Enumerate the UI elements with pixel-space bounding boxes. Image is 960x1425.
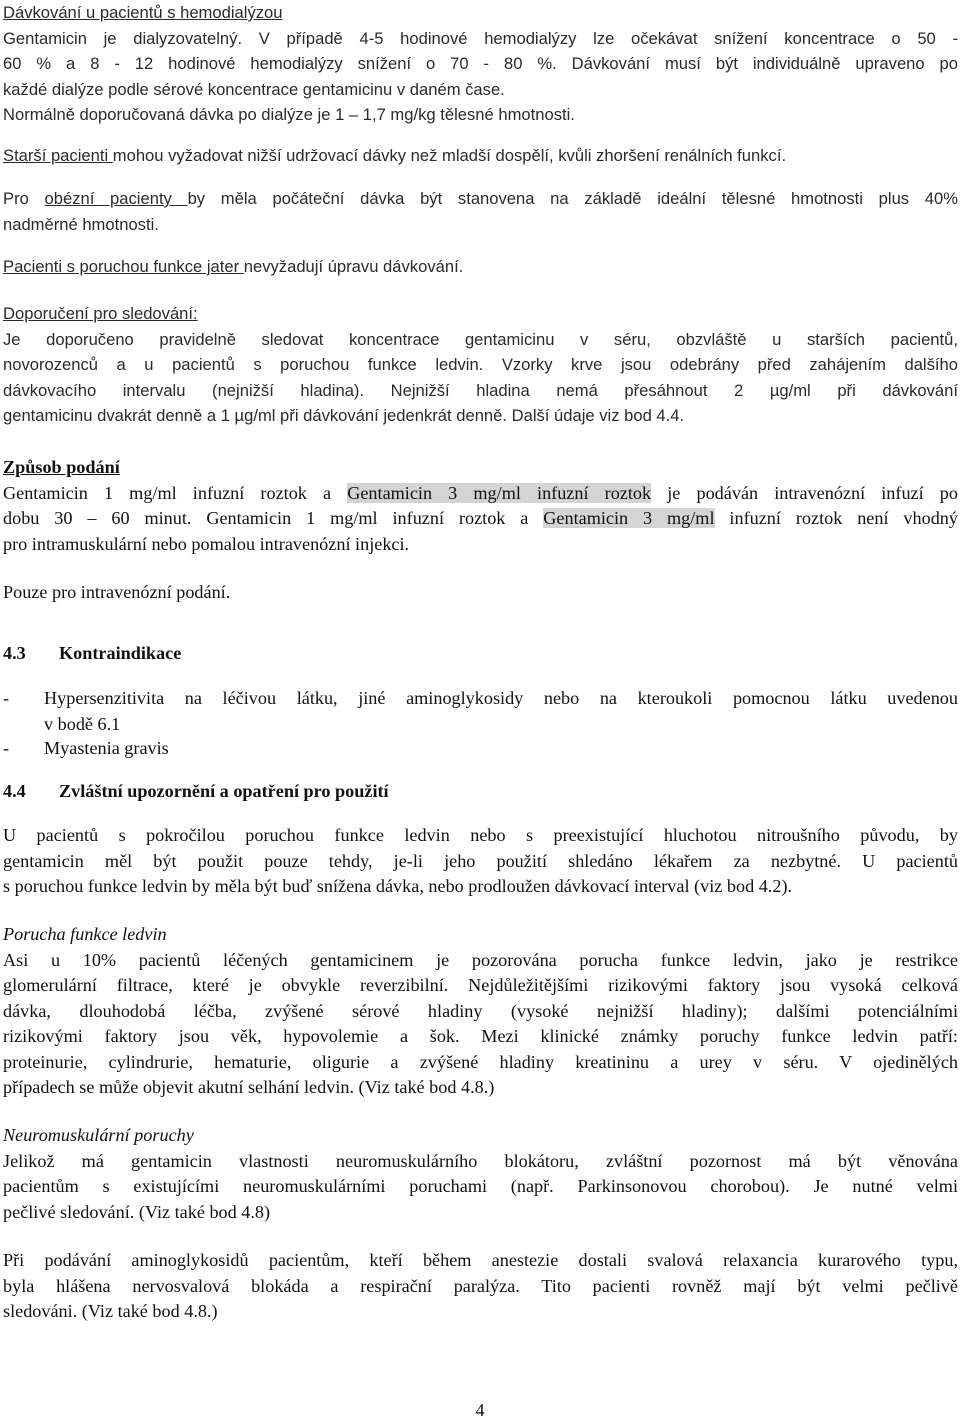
renal-line: rizikovými faktory jsou věk, hypovolemie a šok. Mezi klinické známky poruchy funkce ledvin patří: (3, 1026, 958, 1046)
contraindication-text: v bodě 6.1 (44, 713, 121, 734)
neuromuscular-block (3, 1123, 958, 1225)
page-number: 4 (475, 1400, 485, 1420)
renal-line: proteinurie, cylindrurie, hematurie, oligurie a zvýšené hladiny kreatininu a urey v séru. V ojedinělých (3, 1051, 958, 1072)
neuromuscular-line: Jelikož má gentamicin vlastnosti neuromuskulárního blokátoru, zvláštní pozornost má být věnována (3, 1150, 958, 1171)
contraindication-item (3, 736, 958, 762)
elderly-text: mohou vyžadovat nižší udržovací dávky než mladší dospělí, kvůli zhoršení renálních funkcí. (112, 146, 787, 165)
obese-pre: Pro (3, 189, 45, 208)
neuromuscular-line: pacientům s existujícími neuromuskulárními poruchami (např. Parkinsonovou chorobou). Je nutné velmi (3, 1176, 958, 1196)
administration-heading: Způsob podání (3, 457, 120, 477)
monitoring-line: dávkovacího intervalu (nejnižší hladina). Nejnižší hladina nemá přesáhnout 2 µg/ml při dávkování (3, 380, 958, 400)
elderly-paragraph (3, 143, 958, 169)
list-dash: - (3, 688, 10, 708)
dialysis-line: každé dialýze podle sérové koncentrace gentamicinu v daném čase. (3, 79, 505, 99)
anesthesia-line: Při podávání aminoglykosidů pacientům, kteří během anestezie dostali svalová relaxancia kurarového typu, (3, 1250, 958, 1270)
hepatic-label: Pacienti s poruchou funkce jater (3, 257, 244, 276)
neuromuscular-heading: Neuromuskulární poruchy (3, 1125, 194, 1145)
warnings-intro (3, 823, 958, 900)
renal-line: glomerulární filtrace, které je obvykle reverzibilní. Nejdůležitějšími rizikovými faktory jsou vysoká celková (3, 975, 958, 995)
hepatic-paragraph (3, 254, 958, 280)
obese-text: by měla počáteční dávka být stanovena na základě ideální tělesné hmotnosti plus 40% (187, 189, 959, 208)
section-number: 4.3 (3, 643, 26, 663)
monitoring-heading: Doporučení pro sledování: (3, 304, 198, 323)
anesthesia-line: sledováni. (Viz také bod 4.8.) (3, 1301, 218, 1321)
list-dash: - (3, 738, 10, 758)
administration-block (3, 455, 958, 557)
highlighted-product-name: Gentamicin 3 mg/ml (543, 508, 715, 528)
dialysis-dosing-block (3, 0, 958, 128)
anesthesia-paragraph (3, 1248, 958, 1325)
anesthesia-line: byla hlášena nervosvalová blokáda a respirační paralýza. Tito pacienti rovněž mají být velmi pečlivě (3, 1275, 958, 1296)
renal-line: Asi u 10% pacientů léčených gentamicinem je pozorována porucha funkce ledvin, jako je restrikce (3, 949, 958, 970)
dialysis-line: Normálně doporučovaná dávka po dialýze je 1 – 1,7 mg/kg tělesné hmotnosti. (3, 105, 575, 124)
administration-text: Gentamicin 1 mg/ml infuzní roztok a (3, 482, 348, 503)
hepatic-text: nevyžadují úpravu dávkování. (243, 257, 464, 276)
section-title: Zvláštní upozornění a opatření pro použití (59, 781, 389, 801)
section-number: 4.4 (3, 781, 26, 801)
monitoring-block (3, 301, 958, 429)
dialysis-line: Gentamicin je dialyzovatelný. V případě 4-5 hodinové hemodialýzy lze očekávat snížení koncentrace o 50 - (3, 28, 958, 48)
iv-only-note (3, 580, 958, 606)
renal-line: případech se může objevit akutní selhání ledvin. (Viz také bod 4.8.) (3, 1077, 495, 1097)
renal-line: dávka, dlouhodobá léčba, zvýšené sérové hladiny (vysoké nejnižší hladiny); dalšími potenciálními (3, 1000, 958, 1021)
administration-text: dobu 30 – 60 minut. Gentamicin 1 mg/ml infuzní roztok a (3, 508, 544, 528)
iv-only-text: Pouze pro intravenózní podání. (3, 582, 231, 602)
obese-line2: nadměrné hmotnosti. (3, 214, 159, 234)
section-title: Kontraindikace (59, 643, 182, 663)
warnings-line: s poruchou funkce ledvin by měla být buď snížena dávka, nebo prodloužen dávkovací interval (viz bod 4.2). (3, 876, 793, 896)
monitoring-line: gentamicinu dvakrát denně a 1 µg/ml při dávkování jedenkrát denně. Další údaje viz bod 4.4. (3, 406, 685, 425)
administration-text: je podáván intravenózní infuzí po (651, 482, 958, 503)
warnings-line: U pacientů s pokročilou poruchou funkce ledvin nebo s preexistující hluchotou nitroušního původu, by (3, 825, 958, 845)
administration-text: infuzní roztok není vhodný (714, 508, 958, 528)
contraindication-item (3, 686, 958, 737)
elderly-label: Starší pacienti (3, 146, 113, 165)
renal-heading: Porucha funkce ledvin (3, 924, 167, 944)
contraindication-text: Myastenia gravis (44, 738, 169, 758)
monitoring-line: Je doporučeno pravidelně sledovat koncentrace gentamicinu v séru, obzvláště u starších pacientů, (3, 329, 958, 349)
obese-paragraph (3, 186, 958, 237)
highlighted-product-name: Gentamicin 3 mg/ml infuzní roztok (347, 482, 652, 503)
monitoring-line: novorozenců a u pacientů s poruchou funkce ledvin. Vzorky krve jsou odebrány před zahájením dalšího (3, 355, 958, 374)
obese-label: obézní pacienty (44, 189, 188, 208)
dialysis-heading: Dávkování u pacientů s hemodialýzou (3, 3, 283, 22)
section-heading-4-3 (3, 643, 181, 664)
administration-text: pro intramuskulární nebo pomalou intravenózní injekci. (3, 533, 410, 554)
section-heading-4-4 (3, 781, 389, 802)
neuromuscular-line: pečlivé sledování. (Viz také bod 4.8) (3, 1201, 271, 1222)
dialysis-line: 60 % a 8 - 12 hodinové hemodialýzy snížení o 70 - 80 %. Dávkování musí být individuálně upraveno po (3, 54, 958, 73)
renal-block (3, 922, 958, 1101)
warnings-line: gentamicin měl být použit pouze tehdy, je-li jeho použití shledáno lékařem za nezbytné. U pacientů (3, 850, 958, 871)
contraindication-text: Hypersenzitivita na léčivou látku, jiné aminoglykosidy nebo na kteroukoli pomocnou látku uvedenou (44, 688, 958, 708)
